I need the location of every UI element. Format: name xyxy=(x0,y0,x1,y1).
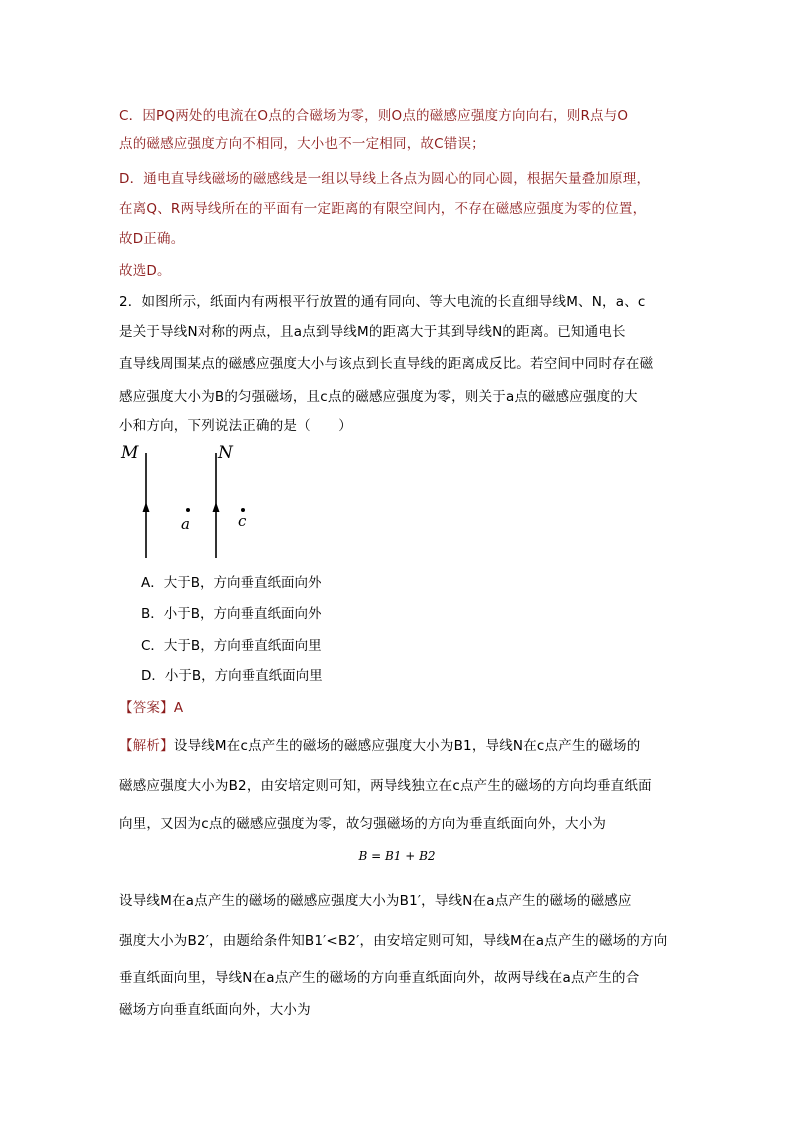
question-2-line-4: 感应强度大小为B的匀强磁场，且c点的磁感应强度为零，则关于a点的磁感应强度的大 xyxy=(119,389,638,405)
answer-line xyxy=(119,696,183,716)
question-2-line-5: 小和方向，下列说法正确的是（ ） xyxy=(119,418,352,434)
point-a-label: a xyxy=(181,515,190,533)
solution-d-line-2: 在离Q、R两导线所在的平面有一定距离的有限空间内，不存在磁感应强度为零的位置， xyxy=(119,201,647,217)
current-arrow-m-icon xyxy=(143,502,150,512)
point-c-label: c xyxy=(238,512,247,530)
question-2-line-1: 2．如图所示，纸面内有两根平行放置的通有同向、等大电流的长直细导线M、N，a、c xyxy=(119,294,646,310)
option-a: A．大于B，方向垂直纸面向外 xyxy=(141,575,322,591)
option-c: C．大于B，方向垂直纸面向里 xyxy=(141,638,322,654)
analysis-line-4: 设导线M在a点产生的磁场的磁感应强度大小为B1′，导线N在a点产生的磁场的磁感应 xyxy=(119,893,632,909)
solution-c-line-2: 点的磁感应强度方向不相同，大小也不一定相同，故C错误； xyxy=(119,136,485,152)
answer-value: A xyxy=(173,700,184,716)
point-a-dot xyxy=(186,508,190,512)
analysis-line-7: 磁场方向垂直纸面向外，大小为 xyxy=(119,1002,311,1018)
solution-d-line-1: D．通电直导线磁场的磁感线是一组以导线上各点为圆心的同心圆，根据矢量叠加原理， xyxy=(119,171,651,187)
analysis-line-5: 强度大小为B2′，由题给条件知B1′<B2′，由安培定则可知，导线M在a点产生的磁场的方向 xyxy=(119,933,668,949)
wire-n-label: N xyxy=(218,443,233,463)
question-2-line-2: 是关于导线N对称的两点，且a点到导线M的距离大于其到导线N的距离。已知通电长 xyxy=(119,324,626,340)
analysis-line-1-text: 设导线M在c点产生的磁场的磁感应强度大小为B1，导线N在c点产生的磁场的 xyxy=(173,738,641,754)
solution-c-line-1: C．因PQ两处的电流在O点的合磁场为零，则O点的磁感应强度方向向右，则R点与O xyxy=(119,108,629,124)
option-b: B．小于B，方向垂直纸面向外 xyxy=(141,606,322,622)
analysis-line-2: 磁感应强度大小为B2，由安培定则可知，两导线独立在c点产生的磁场的方向均垂直纸面 xyxy=(119,778,652,794)
analysis-tag: 【解析】 xyxy=(119,738,174,754)
previous-choice: 故选D。 xyxy=(119,263,171,279)
formula-b-sum: B = B1 + B2 xyxy=(358,849,436,863)
analysis-line-3: 向里，又因为c点的磁感应强度为零，故匀强磁场的方向为垂直纸面向外，大小为 xyxy=(119,816,607,832)
analysis-line-6: 垂直纸面向里，导线N在a点产生的磁场的方向垂直纸面向外，故两导线在a点产生的合 xyxy=(119,970,640,986)
option-d: D．小于B，方向垂直纸面向里 xyxy=(141,668,323,684)
answer-tag: 【答案】 xyxy=(119,700,174,716)
analysis-line-1 xyxy=(119,734,640,754)
question-2-line-3: 直导线周围某点的磁感应强度大小与该点到长直导线的距离成反比。若空间中同时存在磁 xyxy=(119,356,654,372)
wire-m-label: M xyxy=(121,443,139,463)
current-arrow-n-icon xyxy=(213,502,220,512)
wire-diagram xyxy=(115,438,265,563)
solution-d-line-3: 故D正确。 xyxy=(119,231,185,247)
